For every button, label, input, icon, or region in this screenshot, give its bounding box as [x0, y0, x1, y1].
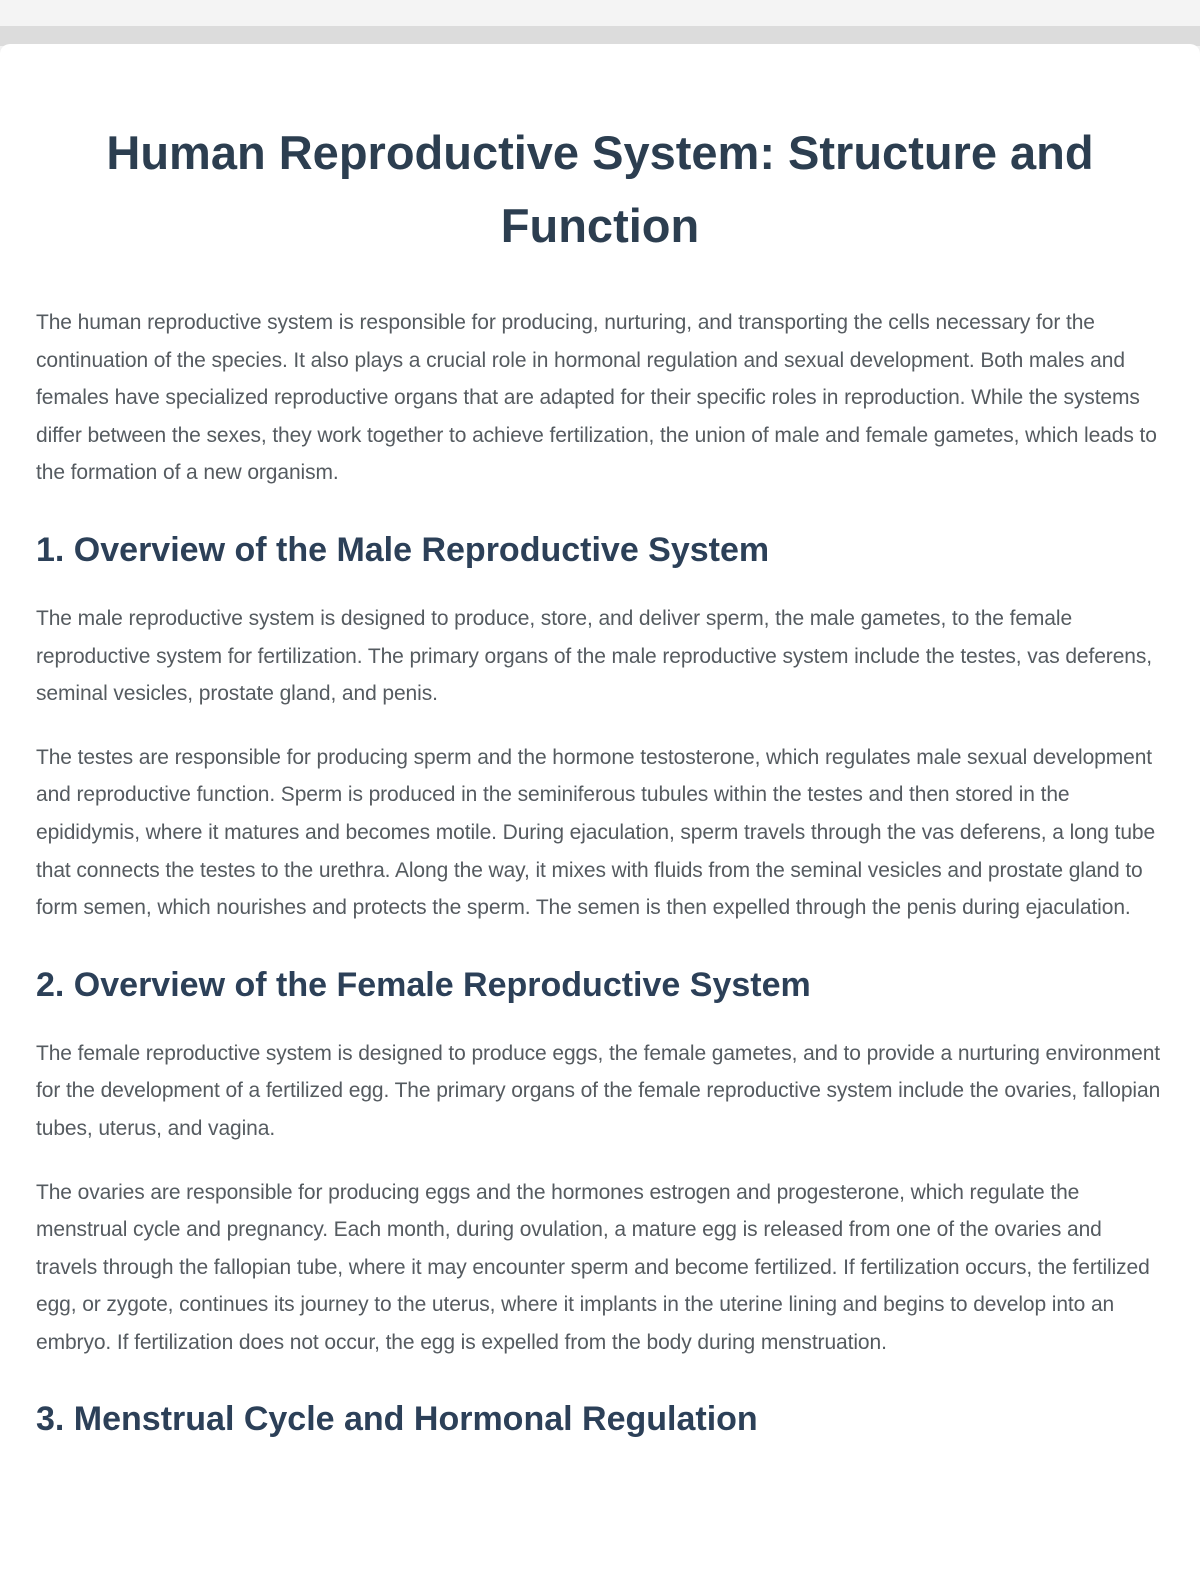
section-heading-menstrual: 3. Menstrual Cycle and Hormonal Regulation: [36, 1400, 758, 1439]
section-heading-female: 2. Overview of the Female Reproductive System: [36, 965, 811, 1004]
intro-paragraph: The human reproductive system is responsible for producing, nurturing, and transporting the cells necessary for the continuation of the species. It also plays a crucial role in hormonal regulation and sexual development. Both males and females have specialized reproductive organs that are adapted for their specific roles in reproduction. While the systems differ between the sexes, they work together to achieve fertilization, the union of male and female gametes, which leads to the formation of a new organism.: [36, 311, 1157, 485]
document-page: [0, 44, 1200, 1574]
browser-tab-strip: [0, 26, 1200, 46]
male-paragraph-1: The male reproductive system is designed to produce, store, and deliver sperm, the male gametes, to the female reproductive system for fertilization. The primary organs of the male reproductive system include the testes, vas deferens, seminal vesicles, prostate gland, and penis.: [36, 606, 1152, 706]
browser-top-bar: [0, 0, 1200, 26]
male-paragraph-2: The testes are responsible for producing sperm and the hormone testosterone, which regulates male sexual development and reproductive function. Sperm is produced in the seminiferous tubules within the testes and then stored in the epididymis, where it matures and becomes motile. During ejaculation, sperm travels through the vas deferens, a long tube that connects the testes to the urethra. Along the way, it mixes with fluids from the seminal vesicles and prostate gland to form semen, which nourishes and protects the sperm. The semen is then expelled through the penis during ejaculation.: [36, 745, 1156, 920]
female-paragraph-1: The female reproductive system is designed to produce eggs, the female gametes, and to provide a nurturing environment for the development of a fertilized egg. The primary organs of the female reproductive system include the ovaries, fallopian tubes, uterus, and vagina.: [36, 1041, 1161, 1140]
section-heading-male: 1. Overview of the Male Reproductive System: [36, 530, 770, 569]
female-paragraph-2: The ovaries are responsible for producing eggs and the hormones estrogen and progesterone, which regulate the menstrual cycle and pregnancy. Each month, during ovulation, a mature egg is released from one of the ovaries and travels through the fallopian tube, where it may encounter sperm and become fertilized. If fertilization occurs, the fertilized egg, or zygote, continues its journey to the uterus, where it implants in the uterine lining and begins to develop into an embryo. If fertilization does not occur, the egg is expelled from the body during menstruation.: [36, 1180, 1150, 1354]
page-title: Human Reproductive System: Structure and Function: [106, 126, 1094, 252]
